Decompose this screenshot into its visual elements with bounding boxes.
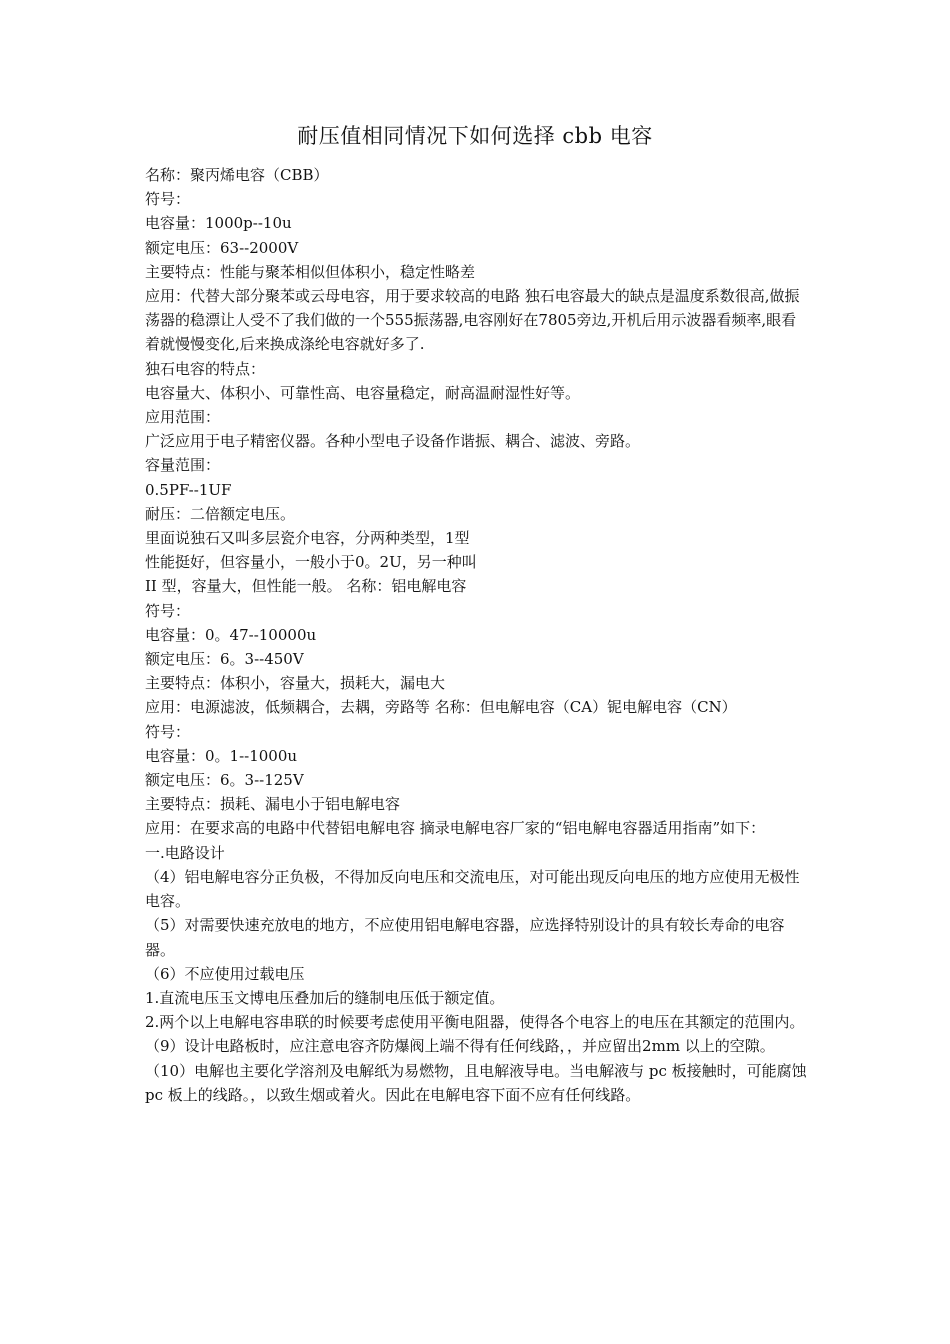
- document-line: 额定电压：63--2000V: [145, 238, 299, 257]
- document-line: 应用范围：: [145, 408, 221, 427]
- document-line: 符号：: [145, 722, 191, 741]
- document-body: [145, 163, 810, 1107]
- document-line: 符号：: [145, 601, 191, 620]
- document-line: 主要特点：体积小，容量大，损耗大，漏电大: [145, 674, 446, 693]
- document-line: 容量范围：: [145, 456, 221, 475]
- document-line: 电容量：0。47--10000u: [145, 625, 317, 644]
- document-line: 1.直流电压玉文博电压叠加后的缝制电压低于额定值。: [145, 988, 505, 1007]
- document-line: 符号：: [145, 190, 191, 209]
- document-line: （5）对需要快速充放电的地方，不应使用铝电解电容器，应选择特别设计的具有较长寿命的电容器。: [145, 916, 785, 959]
- document-line: 电容量：1000p--10u: [145, 214, 292, 233]
- document-line: 广泛应用于电子精密仪器。各种小型电子设备作谐振、耦合、滤波、旁路。: [145, 432, 641, 451]
- document-line: 主要特点：性能与聚苯相似但体积小，稳定性略差: [145, 262, 476, 281]
- document-line: 额定电压：6。3--125V: [145, 771, 304, 790]
- document-title: 耐压值相同情况下如何选择 cbb 电容: [297, 124, 653, 148]
- document-line: 电容量：0。1--1000u: [145, 746, 298, 765]
- document-line: 一.电路设计: [145, 843, 225, 862]
- document-line: 0.5PF--1UF: [145, 480, 232, 499]
- document-line: 性能挺好，但容量小，一般小于0。2U，另一种叫: [145, 553, 477, 572]
- document-line: 应用：在要求高的电路中代替铝电解电容 摘录电解电容厂家的“铝电解电容器适用指南”如下：: [145, 819, 766, 838]
- document-line: （10）电解也主要化学溶剂及电解纸为易燃物，且电解液导电。当电解液与 pc 板接触时，可能腐蚀 pc 板上的线路。，以致生烟或着火。因此在电解电容下面不应有任何线路。: [145, 1061, 807, 1104]
- document-line: 耐压：二倍额定电压。: [145, 504, 296, 523]
- document-line: （9）设计电路板时，应注意电容齐防爆阀上端不得有任何线路，，并应留出2mm 以上的空隙。: [145, 1037, 775, 1056]
- document-line: （4）铝电解电容分正负极，不得加反向电压和交流电压，对可能出现反向电压的地方应使用无极性电容。: [145, 867, 800, 911]
- document-line: 独石电容的特点：: [145, 359, 266, 378]
- document-line: 名称：聚丙烯电容（CBB）: [145, 166, 329, 184]
- document-line: 应用：代替大部分聚苯或云母电容，用于要求较高的电路 独石电容最大的缺点是温度系数很高,做振荡器的稳漂让人受不了我们做的一个555振荡器,电容刚好在7805旁边,开机后用示波器看频率,眼看着就慢慢变化,后来换成涤纶电容就好多了.: [145, 287, 800, 354]
- document-line: 2.两个以上电解电容串联的时候要考虑使用平衡电阻器，使得各个电容上的电压在其额定的范围内。: [145, 1013, 805, 1032]
- document-line: （6）不应使用过载电压: [145, 964, 305, 983]
- document-line: 额定电压：6。3--450V: [145, 650, 304, 669]
- document-line: II 型，容量大，但性能一般。 名称：铝电解电容: [145, 577, 467, 596]
- document-line: 里面说独石又叫多层瓷介电容，分两种类型，1型: [145, 529, 470, 548]
- document-line: 主要特点：损耗、漏电小于铝电解电容: [145, 795, 401, 814]
- document-line: 电容量大、体积小、可靠性高、电容量稳定，耐高温耐湿性好等。: [145, 383, 581, 402]
- document-line: 应用：电源滤波，低频耦合，去耦，旁路等 名称：但电解电容（CA）铌电解电容（CN）: [145, 698, 737, 717]
